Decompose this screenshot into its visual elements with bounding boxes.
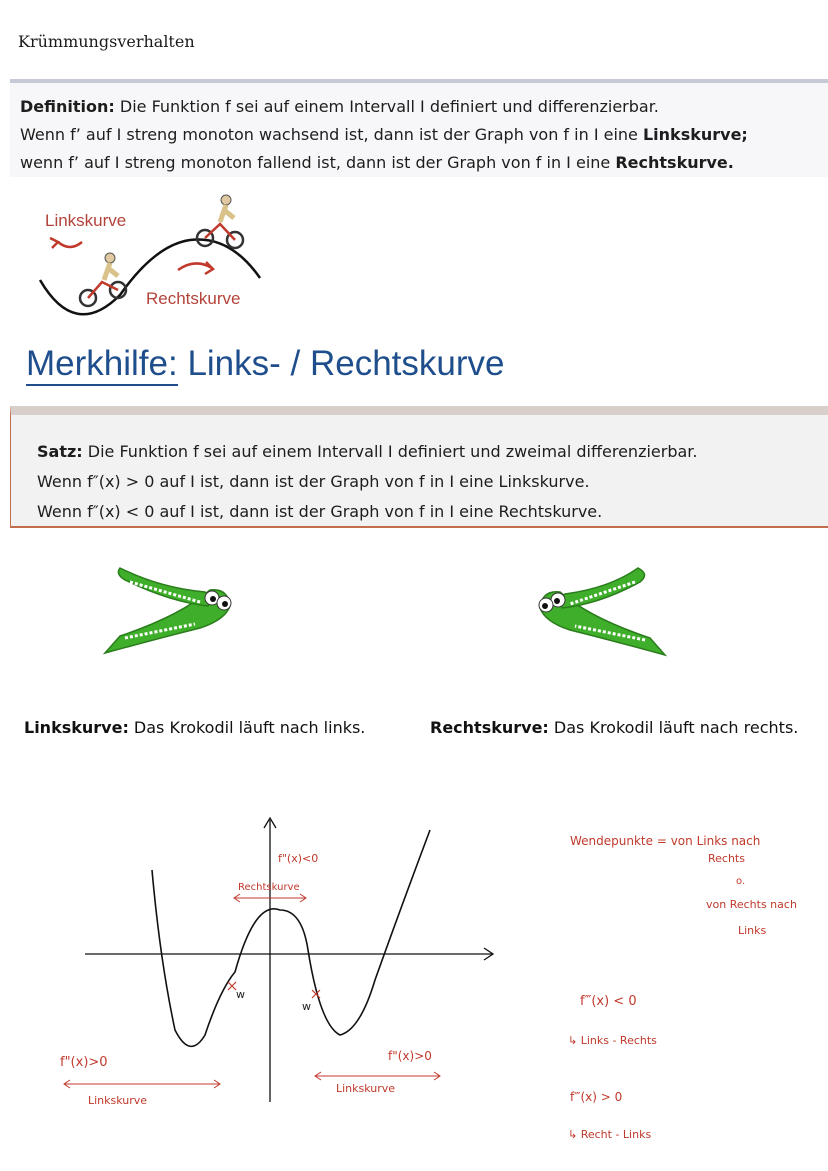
sketch-right-label: Linkskurve [336, 1082, 396, 1095]
bike-label-linkskurve: Linkskurve [45, 211, 127, 230]
note-condition-2: f‴(x) > 0 [570, 1090, 623, 1104]
rule-linkskurve: Linkskurve: Das Krokodil läuft nach links. [24, 718, 366, 737]
bike-curve-illustration [30, 190, 290, 325]
definition-line-3: wenn f’ auf I streng monoton fallend ist, dann ist der Graph von f in I eine Rechtskurve. [20, 153, 734, 172]
sketch-left-label: Linkskurve [88, 1094, 148, 1107]
satz-box [10, 406, 828, 528]
left-range-arrow [64, 1080, 220, 1088]
merkhilfe-heading: Merkhilfe: Links- / Rechtskurve [26, 344, 505, 384]
note-wendepunkte: Wendepunkte = von Links nach [570, 834, 761, 848]
satz-line-1: Satz: Die Funktion f sei auf einem Intervall I definiert und zweimal differenzierbar. [37, 442, 698, 461]
sketch-top-condition: f"(x)<0 [278, 852, 319, 865]
rule-rechtskurve: Rechtskurve: Das Krokodil läuft nach rechts. [430, 718, 799, 737]
definition-line-1: Definition: Die Funktion f sei auf einem Intervall I definiert und differenzierbar. [20, 97, 659, 116]
right-range-arrow [315, 1072, 440, 1080]
note-rechts: Rechts [708, 852, 745, 865]
sketch-left-condition: f"(x)>0 [60, 1055, 108, 1070]
satz-label: Satz: [37, 442, 83, 461]
sketch-top-label: Rechtskurve [238, 882, 300, 893]
crocodile-right-icon [520, 560, 670, 670]
satz-line-3: Wenn f″(x) < 0 auf I ist, dann ist der Graph von f in I eine Rechtskurve. [37, 502, 603, 521]
sketch-right-condition: f"(x)>0 [388, 1049, 432, 1063]
inflection-point-left-icon [228, 982, 236, 990]
definition-box [10, 79, 828, 177]
bike-label-rechtskurve: Rechtskurve [146, 289, 241, 308]
inflection-marker-right: w [302, 1000, 311, 1013]
satz-line-2: Wenn f″(x) > 0 auf I ist, dann ist der Graph von f in I eine Linkskurve. [37, 472, 590, 491]
note-links: Links [738, 924, 767, 937]
definition-label: Definition: [20, 97, 115, 116]
definition-line-2: Wenn f’ auf I streng monoton wachsend ist, dann ist der Graph von f in I eine Linkskurve; [20, 125, 748, 144]
handwritten-notes [560, 820, 828, 1150]
inflection-marker-left: w [236, 988, 245, 1001]
left-turn-arrow-icon [58, 242, 82, 247]
note-oder: o. [736, 876, 746, 887]
cyclist-bottom-icon [80, 253, 126, 306]
crocodile-left-icon [100, 558, 250, 668]
note-result-1: ↳ Links - Rechts [568, 1034, 657, 1047]
handdrawn-graph-sketch [40, 810, 520, 1150]
page-title: Krümmungsverhalten [18, 32, 195, 51]
note-condition-1: f‴(x) < 0 [580, 994, 637, 1009]
note-result-2: ↳ Recht - Links [568, 1128, 652, 1141]
note-von-rechts: von Rechts nach [706, 898, 797, 911]
